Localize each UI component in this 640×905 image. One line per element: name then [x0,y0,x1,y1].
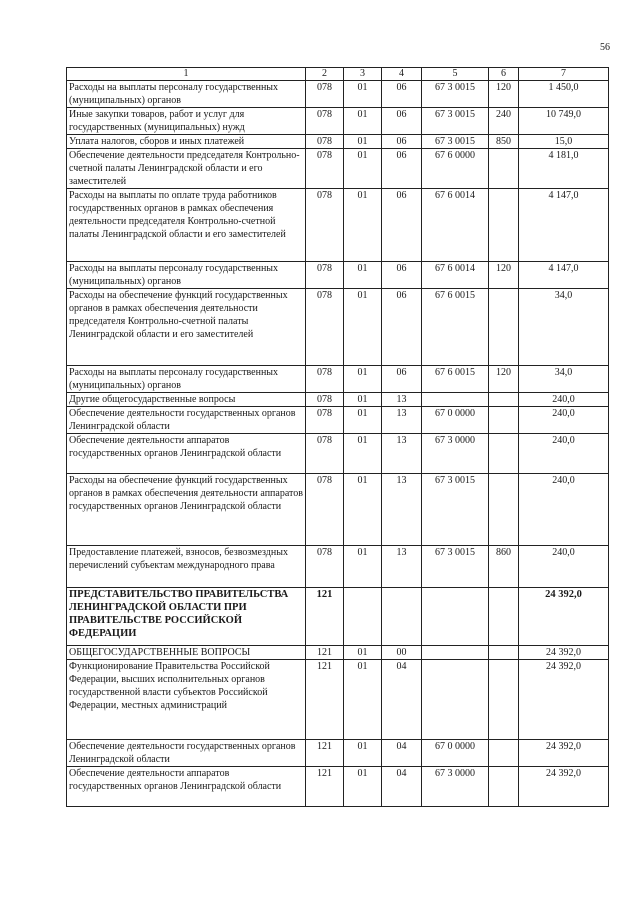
expense-type-cell: 850 [489,135,519,149]
subsection-cell: 13 [382,546,422,588]
ministry-code-cell: 078 [306,135,344,149]
expense-type-cell [489,660,519,740]
section-cell: 01 [344,767,382,807]
ministry-code-cell: 078 [306,546,344,588]
item-name-cell: Функционирование Правительства Российской Федерации, высших исполнительных органов государственной власти субъектов Российской Федерации, местных администраций [67,660,306,740]
item-name-cell: Обеспечение деятельности аппаратов государственных органов Ленинградской области [67,767,306,807]
target-article-cell: 67 0 0000 [422,740,489,767]
amount-cell: 24 392,0 [519,740,609,767]
item-name-cell: Обеспечение деятельности государственных органов Ленинградской области [67,740,306,767]
page-number: 56 [600,42,610,53]
expense-type-cell [489,767,519,807]
table-row [67,407,609,434]
subsection-cell: 06 [382,135,422,149]
amount-cell: 24 392,0 [519,646,609,660]
item-name-cell: ОБЩЕГОСУДАРСТВЕННЫЕ ВОПРОСЫ [67,646,306,660]
ministry-code-cell: 078 [306,262,344,289]
table-row [67,366,609,393]
table-row [67,660,609,740]
section-cell: 01 [344,740,382,767]
target-article-cell: 67 3 0015 [422,108,489,135]
subsection-cell: 13 [382,434,422,474]
ministry-code-cell: 078 [306,474,344,546]
subsection-cell: 00 [382,646,422,660]
item-name-cell: Расходы на выплаты по оплате труда работников государственных органов в рамках обеспечения деятельности председателя Контрольно-счетной палаты Ленинградской области и его заместителей [67,189,306,262]
target-article-cell: 67 3 0015 [422,546,489,588]
section-cell: 01 [344,660,382,740]
header-cell: 3 [344,68,382,81]
item-name-cell: Обеспечение деятельности председателя Контрольно-счетной палаты Ленинградской области и его заместителей [67,149,306,189]
item-name-cell: Расходы на выплаты персоналу государственных (муниципальных) органов [67,262,306,289]
subsection-cell: 13 [382,407,422,434]
table-row [67,434,609,474]
subsection-cell [382,588,422,646]
table-row [67,646,609,660]
expense-type-cell: 240 [489,108,519,135]
ministry-code-cell: 078 [306,289,344,366]
target-article-cell: 67 0 0000 [422,407,489,434]
section-cell: 01 [344,262,382,289]
subsection-cell: 13 [382,393,422,407]
table-header-row [67,68,609,81]
header-cell: 6 [489,68,519,81]
amount-cell: 15,0 [519,135,609,149]
item-name-cell: Расходы на выплаты персоналу государственных (муниципальных) органов [67,366,306,393]
item-name-cell: Предоставление платежей, взносов, безвозмездных перечислений субъектам международного права [67,546,306,588]
table-row [67,81,609,108]
item-name-cell: ПРЕДСТАВИТЕЛЬСТВО ПРАВИТЕЛЬСТВА ЛЕНИНГРАДСКОЙ ОБЛАСТИ ПРИ ПРАВИТЕЛЬСТВЕ РОССИЙСКОЙ ФЕДЕРАЦИИ [67,588,306,646]
table-row [67,289,609,366]
ministry-code-cell: 078 [306,366,344,393]
expense-type-cell [489,393,519,407]
item-name-cell: Расходы на обеспечение функций государственных органов в рамках обеспечения деятельности аппаратов государственных органов Ленинградской области [67,474,306,546]
subsection-cell: 06 [382,289,422,366]
expense-type-cell: 120 [489,81,519,108]
target-article-cell: 67 3 0015 [422,81,489,108]
amount-cell: 4 181,0 [519,149,609,189]
target-article-cell: 67 6 0015 [422,289,489,366]
subsection-cell: 06 [382,262,422,289]
amount-cell: 10 749,0 [519,108,609,135]
ministry-code-cell: 078 [306,189,344,262]
expense-type-cell [489,646,519,660]
ministry-code-cell: 078 [306,393,344,407]
table-row [67,474,609,546]
section-cell: 01 [344,108,382,135]
table-row [67,588,609,646]
section-cell: 01 [344,393,382,407]
section-cell: 01 [344,546,382,588]
target-article-cell [422,588,489,646]
target-article-cell: 67 3 0015 [422,474,489,546]
subsection-cell: 06 [382,149,422,189]
amount-cell: 240,0 [519,434,609,474]
subsection-cell: 06 [382,366,422,393]
subsection-cell: 04 [382,767,422,807]
section-cell: 01 [344,434,382,474]
header-cell: 1 [67,68,306,81]
ministry-code-cell: 078 [306,149,344,189]
subsection-cell: 06 [382,81,422,108]
ministry-code-cell: 078 [306,108,344,135]
section-cell [344,588,382,646]
table-row [67,149,609,189]
expense-type-cell [489,149,519,189]
table-row [67,740,609,767]
expense-type-cell [489,740,519,767]
table-row [67,108,609,135]
ministry-code-cell: 121 [306,588,344,646]
target-article-cell [422,660,489,740]
section-cell: 01 [344,81,382,108]
expense-type-cell [489,434,519,474]
ministry-code-cell: 121 [306,660,344,740]
amount-cell: 240,0 [519,474,609,546]
table-row [67,393,609,407]
header-cell: 4 [382,68,422,81]
amount-cell: 240,0 [519,393,609,407]
section-cell: 01 [344,366,382,393]
section-cell: 01 [344,289,382,366]
item-name-cell: Уплата налогов, сборов и иных платежей [67,135,306,149]
expense-type-cell [489,189,519,262]
item-name-cell: Расходы на выплаты персоналу государственных (муниципальных) органов [67,81,306,108]
ministry-code-cell: 078 [306,407,344,434]
ministry-code-cell: 078 [306,81,344,108]
target-article-cell: 67 6 0014 [422,189,489,262]
expense-type-cell: 860 [489,546,519,588]
subsection-cell: 06 [382,108,422,135]
item-name-cell: Иные закупки товаров, работ и услуг для государственных (муниципальных) нужд [67,108,306,135]
amount-cell: 24 392,0 [519,588,609,646]
subsection-cell: 04 [382,660,422,740]
amount-cell: 1 450,0 [519,81,609,108]
item-name-cell: Обеспечение деятельности аппаратов государственных органов Ленинградской области [67,434,306,474]
table-row [67,189,609,262]
expense-type-cell: 120 [489,366,519,393]
table-row [67,135,609,149]
table-row [67,262,609,289]
amount-cell: 34,0 [519,289,609,366]
section-cell: 01 [344,407,382,434]
section-cell: 01 [344,646,382,660]
target-article-cell: 67 3 0000 [422,434,489,474]
table-row [67,546,609,588]
header-cell: 5 [422,68,489,81]
expense-type-cell [489,289,519,366]
item-name-cell: Расходы на обеспечение функций государственных органов в рамках обеспечения деятельности председателя Контрольно-счетной палаты Ленинградской области и его заместителей [67,289,306,366]
amount-cell: 240,0 [519,407,609,434]
target-article-cell: 67 6 0015 [422,366,489,393]
section-cell: 01 [344,149,382,189]
item-name-cell: Другие общегосударственные вопросы [67,393,306,407]
table-row [67,767,609,807]
ministry-code-cell: 078 [306,434,344,474]
expense-type-cell: 120 [489,262,519,289]
target-article-cell: 67 3 0015 [422,135,489,149]
amount-cell: 4 147,0 [519,262,609,289]
budget-table [66,67,609,807]
ministry-code-cell: 121 [306,740,344,767]
ministry-code-cell: 121 [306,767,344,807]
section-cell: 01 [344,189,382,262]
ministry-code-cell: 121 [306,646,344,660]
expense-type-cell [489,588,519,646]
header-cell: 7 [519,68,609,81]
amount-cell: 240,0 [519,546,609,588]
amount-cell: 24 392,0 [519,660,609,740]
target-article-cell [422,646,489,660]
expense-type-cell [489,407,519,434]
target-article-cell: 67 3 0000 [422,767,489,807]
expense-type-cell [489,474,519,546]
section-cell: 01 [344,135,382,149]
header-cell: 2 [306,68,344,81]
amount-cell: 4 147,0 [519,189,609,262]
section-cell: 01 [344,474,382,546]
subsection-cell: 06 [382,189,422,262]
target-article-cell: 67 6 0014 [422,262,489,289]
target-article-cell [422,393,489,407]
amount-cell: 34,0 [519,366,609,393]
amount-cell: 24 392,0 [519,767,609,807]
subsection-cell: 13 [382,474,422,546]
target-article-cell: 67 6 0000 [422,149,489,189]
item-name-cell: Обеспечение деятельности государственных органов Ленинградской области [67,407,306,434]
subsection-cell: 04 [382,740,422,767]
